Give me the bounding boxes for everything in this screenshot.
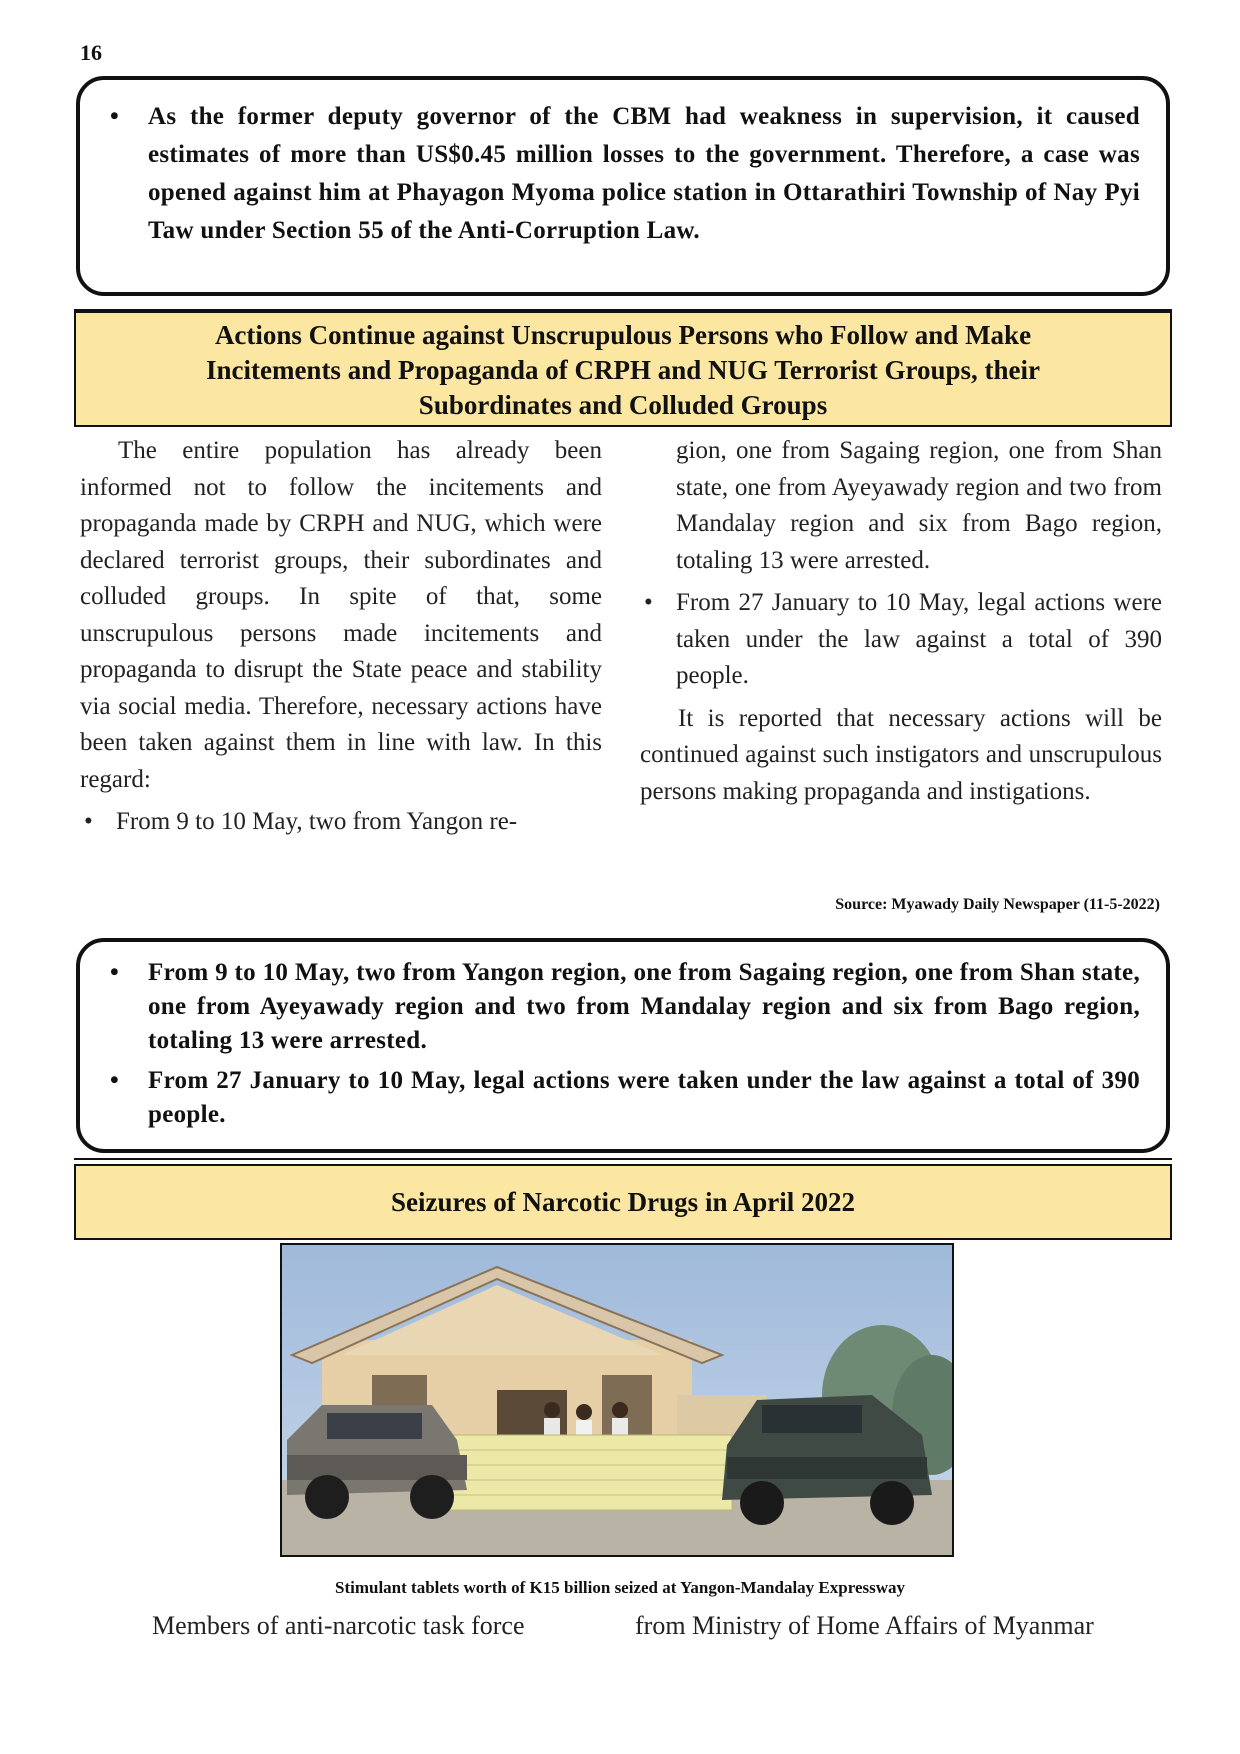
- article-bullet: [80, 804, 602, 841]
- page-number: 16: [80, 40, 102, 65]
- article-paragraph: It is reported that necessary actions will be continued against such instigators and unscrupulous persons making propaganda and instigations.: [640, 704, 1162, 805]
- bullet-marker: •: [84, 808, 93, 835]
- photo-caption: Stimulant tablets worth of K15 billion seized at Yangon-Mandalay Expressway: [334, 1578, 905, 1597]
- callout-bullet: • From 27 January to 10 May, legal actions were taken under the law against a total of 390 people.: [94, 1064, 1140, 1132]
- bullet-marker: •: [644, 589, 653, 616]
- callout-box-arrests: [76, 938, 1170, 1153]
- section-heading-actions: [74, 311, 1172, 427]
- callout-bullet: • As the former deputy governor of the CBM had weakness in supervision, it caused estimates of more than US$0.45 million losses to the government. Therefore, a case was opened against him at Phayagon Myoma police station in Ottarathiri Township of Nay Pyi Taw under Section 55 of the Anti-Corruption Law.: [94, 98, 1140, 250]
- article-bullet: [640, 585, 1162, 695]
- article-paragraph: The entire population has already been informed not to follow the incitements and propaganda made by CRPH and NUG, which were declared terrorist groups, their subordinates and colluded groups. In spite of that, some unscrupulous persons made incitements and propaganda to disrupt the State peace and stability via social media. Therefore, necessary actions have been taken against them in line with law. In this regard:: [80, 437, 602, 793]
- heading-line: Subordinates and Colluded Groups: [418, 390, 828, 420]
- heading-line: Incitements and Propaganda of CRPH and NUG Terrorist Groups, their: [205, 355, 1041, 385]
- seizure-photo-illustration: [282, 1245, 952, 1555]
- article-text-right: from Ministry of Home Affairs of Myanmar: [635, 1611, 1094, 1640]
- heading-line: Actions Continue against Unscrupulous Persons who Follow and Make: [214, 320, 1032, 350]
- source-credit: Source: Myawady Daily Newspaper (11-5-2022): [835, 896, 1160, 913]
- bullet-text: From 9 to 10 May, two from Yangon re-: [116, 808, 518, 835]
- bullet-continuation: gion, one from Sagaing region, one from Shan state, one from Ayeyawady region and two from Mandalay region and six from Bago region, totaling 13 were arrested.: [676, 437, 1162, 574]
- bullet-text: From 27 January to 10 May, legal actions were taken under the law against a total of 390 people.: [676, 589, 1162, 689]
- article-left-column: [80, 433, 602, 841]
- article-right-column: [640, 433, 1162, 810]
- callout-box-cbm: [76, 76, 1170, 296]
- callout-bullet: • From 9 to 10 May, two from Yangon region, one from Sagaing region, one from Shan state, one from Ayeyawady region and two from Mandalay region and six from Bago region, totaling 13 were arrested.: [94, 956, 1140, 1058]
- seizure-photo: [280, 1243, 954, 1557]
- section-heading-narcotics: Seizures of Narcotic Drugs in April 2022: [74, 1164, 1172, 1240]
- article-text-left: Members of anti-narcotic task force: [152, 1611, 525, 1640]
